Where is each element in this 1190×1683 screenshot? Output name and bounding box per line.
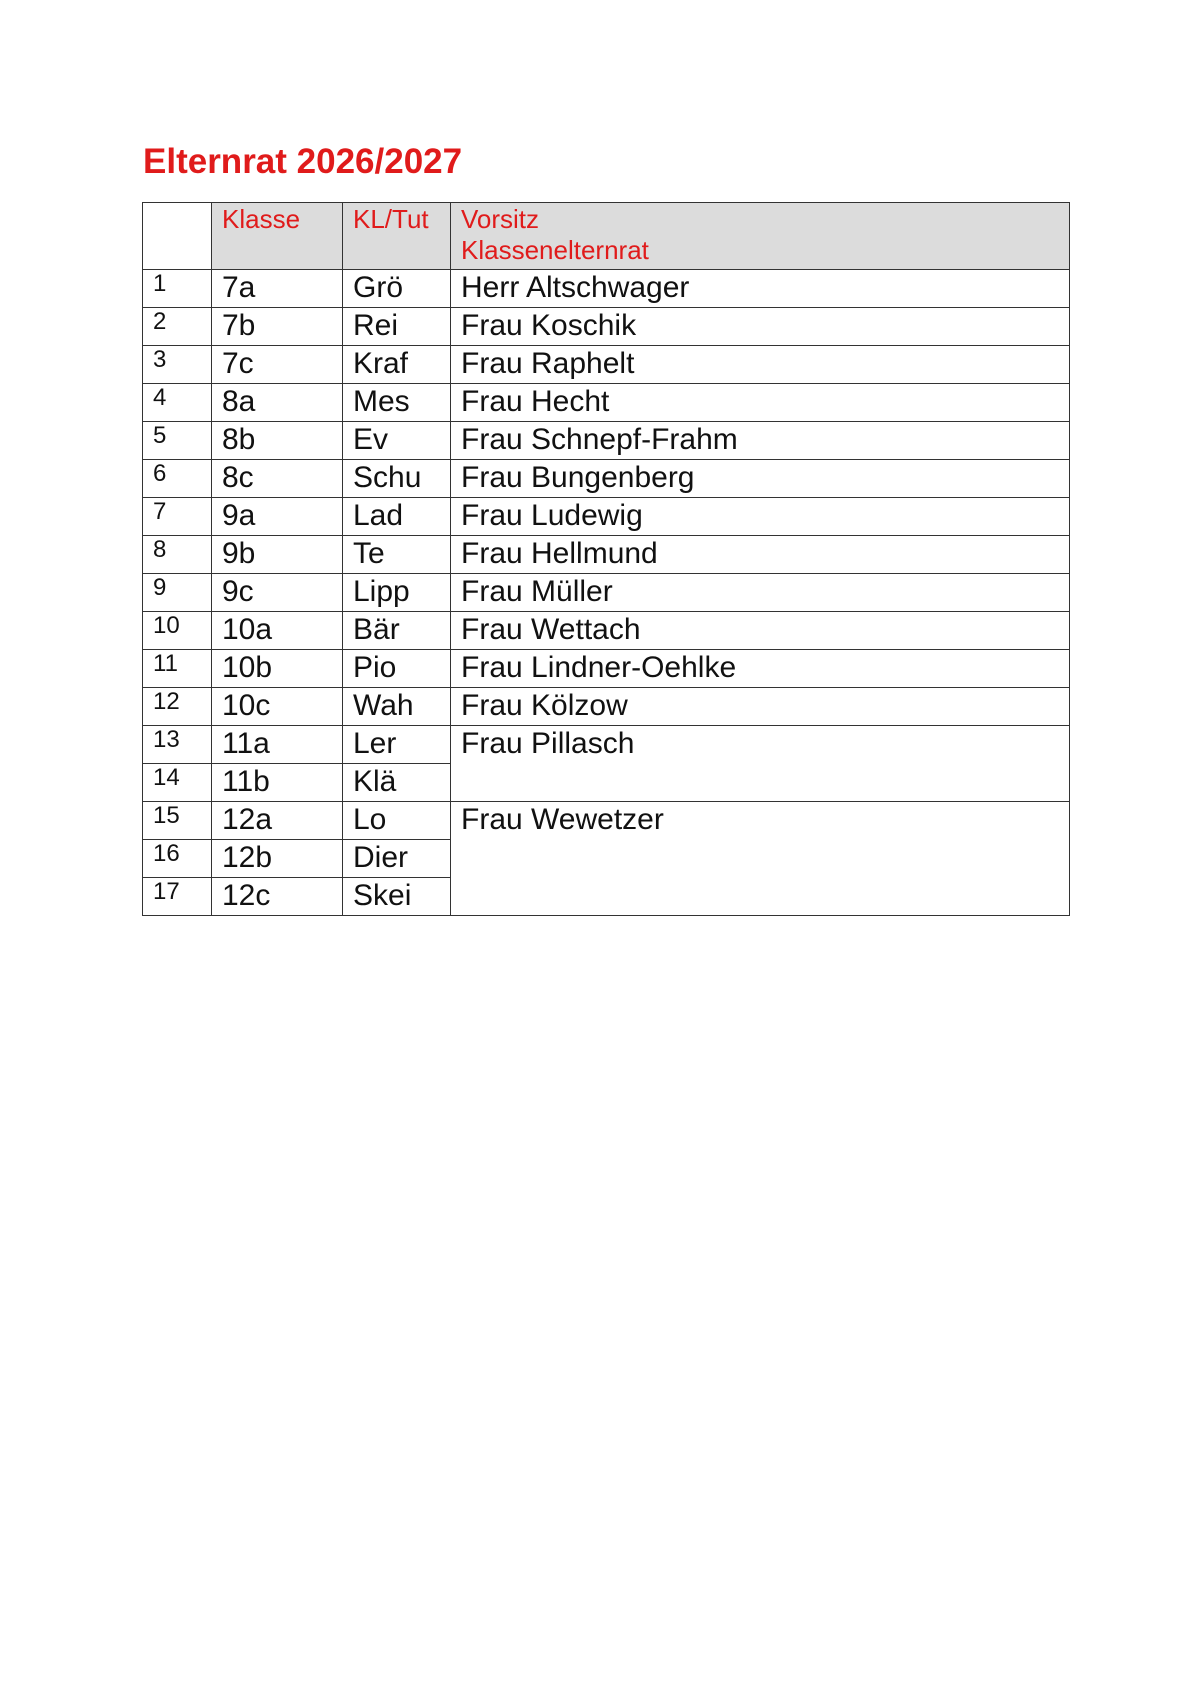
vorsitz-cell: Frau Raphelt bbox=[451, 346, 1070, 384]
row-number: 16 bbox=[143, 840, 212, 878]
kl-tut-cell: Kraf bbox=[343, 346, 451, 384]
vorsitz-cell: Frau Ludewig bbox=[451, 498, 1070, 536]
kl-tut-cell: Rei bbox=[343, 308, 451, 346]
row-number: 15 bbox=[143, 802, 212, 840]
klasse-cell: 8b bbox=[212, 422, 343, 460]
klasse-cell: 12a bbox=[212, 802, 343, 840]
header-vorsitz-line1: Vorsitz bbox=[461, 204, 540, 234]
vorsitz-cell: Frau Wettach bbox=[451, 612, 1070, 650]
vorsitz-cell: Frau Koschik bbox=[451, 308, 1070, 346]
klasse-cell: 11a bbox=[212, 726, 343, 764]
table-row bbox=[143, 574, 1070, 612]
row-number: 5 bbox=[143, 422, 212, 460]
row-number: 10 bbox=[143, 612, 212, 650]
kl-tut-cell: Pio bbox=[343, 650, 451, 688]
table-row bbox=[143, 726, 1070, 764]
table-row bbox=[143, 688, 1070, 726]
kl-tut-cell: Wah bbox=[343, 688, 451, 726]
header-cell-vorsitz bbox=[451, 203, 1070, 270]
klasse-cell: 8a bbox=[212, 384, 343, 422]
vorsitz-cell-merged: Frau Pillasch bbox=[451, 726, 1070, 802]
row-number: 11 bbox=[143, 650, 212, 688]
klasse-cell: 10b bbox=[212, 650, 343, 688]
row-number: 1 bbox=[143, 270, 212, 308]
kl-tut-cell: Skei bbox=[343, 878, 451, 916]
vorsitz-cell: Frau Kölzow bbox=[451, 688, 1070, 726]
klasse-cell: 10a bbox=[212, 612, 343, 650]
vorsitz-cell-merged: Frau Wewetzer bbox=[451, 802, 1070, 916]
table-body bbox=[143, 270, 1070, 916]
klasse-cell: 8c bbox=[212, 460, 343, 498]
row-number: 3 bbox=[143, 346, 212, 384]
table-row bbox=[143, 536, 1070, 574]
vorsitz-cell: Frau Lindner-Oehlke bbox=[451, 650, 1070, 688]
kl-tut-cell: Ler bbox=[343, 726, 451, 764]
header-vorsitz-line2: Klassenelternrat bbox=[461, 235, 649, 265]
kl-tut-cell: Bär bbox=[343, 612, 451, 650]
kl-tut-cell: Schu bbox=[343, 460, 451, 498]
kl-tut-cell: Lipp bbox=[343, 574, 451, 612]
klasse-cell: 11b bbox=[212, 764, 343, 802]
table-header bbox=[143, 203, 1070, 270]
kl-tut-cell: Grö bbox=[343, 270, 451, 308]
table-row bbox=[143, 346, 1070, 384]
table-row bbox=[143, 650, 1070, 688]
kl-tut-cell: Dier bbox=[343, 840, 451, 878]
kl-tut-cell: Lo bbox=[343, 802, 451, 840]
row-number: 7 bbox=[143, 498, 212, 536]
vorsitz-cell: Frau Müller bbox=[451, 574, 1070, 612]
row-number: 12 bbox=[143, 688, 212, 726]
klasse-cell: 9a bbox=[212, 498, 343, 536]
header-cell-klasse: Klasse bbox=[212, 203, 343, 270]
row-number: 17 bbox=[143, 878, 212, 916]
kl-tut-cell: Ev bbox=[343, 422, 451, 460]
kl-tut-cell: Mes bbox=[343, 384, 451, 422]
kl-tut-cell: Te bbox=[343, 536, 451, 574]
table-row bbox=[143, 270, 1070, 308]
vorsitz-cell: Frau Hecht bbox=[451, 384, 1070, 422]
row-number: 9 bbox=[143, 574, 212, 612]
row-number: 2 bbox=[143, 308, 212, 346]
table-row bbox=[143, 498, 1070, 536]
header-cell-nr bbox=[143, 203, 212, 270]
page-title: Elternrat 2026/2027 bbox=[143, 142, 463, 181]
klasse-cell: 7b bbox=[212, 308, 343, 346]
vorsitz-cell: Herr Altschwager bbox=[451, 270, 1070, 308]
klasse-cell: 12b bbox=[212, 840, 343, 878]
klasse-cell: 9c bbox=[212, 574, 343, 612]
table-row bbox=[143, 384, 1070, 422]
kl-tut-cell: Klä bbox=[343, 764, 451, 802]
table-row bbox=[143, 460, 1070, 498]
table-row bbox=[143, 422, 1070, 460]
row-number: 13 bbox=[143, 726, 212, 764]
table-row bbox=[143, 612, 1070, 650]
kl-tut-cell: Lad bbox=[343, 498, 451, 536]
klasse-cell: 10c bbox=[212, 688, 343, 726]
klasse-cell: 7c bbox=[212, 346, 343, 384]
klasse-cell: 9b bbox=[212, 536, 343, 574]
vorsitz-cell: Frau Hellmund bbox=[451, 536, 1070, 574]
table-row bbox=[143, 308, 1070, 346]
row-number: 14 bbox=[143, 764, 212, 802]
header-row bbox=[143, 203, 1070, 270]
vorsitz-cell: Frau Schnepf-Frahm bbox=[451, 422, 1070, 460]
row-number: 8 bbox=[143, 536, 212, 574]
row-number: 6 bbox=[143, 460, 212, 498]
row-number: 4 bbox=[143, 384, 212, 422]
header-cell-kl-tut: KL/Tut bbox=[343, 203, 451, 270]
table-row bbox=[143, 802, 1070, 840]
elternrat-table bbox=[142, 202, 1070, 916]
vorsitz-cell: Frau Bungenberg bbox=[451, 460, 1070, 498]
klasse-cell: 7a bbox=[212, 270, 343, 308]
klasse-cell: 12c bbox=[212, 878, 343, 916]
